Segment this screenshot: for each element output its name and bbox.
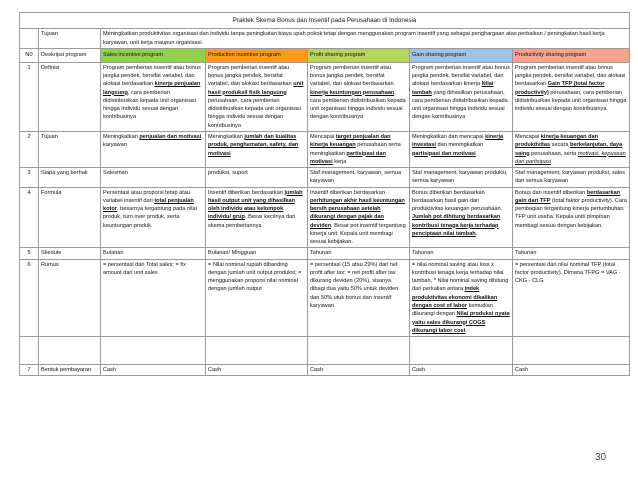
cell-sales: Program pemberian insentif atau bonus jangka pendek, bersifat variabel, dan alokasi berdasarkan kinerja penjualan langsung, cara pemberian didistribusikan kepada unit organisasi hingga individu sesuai dengan kontribusinya <box>101 62 206 131</box>
cell-productivity: Cash <box>513 365 630 376</box>
header-gain-sharing: Gain sharing program <box>410 48 513 62</box>
cell-sales: = persentasi dari Total sales; = fix amount dari unit sales <box>101 259 206 336</box>
tujuan-text: Meningkatkan produktivitas organisasi dan individu tanpa peningkatan biaya upah pokok tetap dengan menggunakan program insentif yang sebagai penghargaan atas perbaikan / peningkatan hasil kerja karyawan, unit kerja maupun organisasi. <box>101 29 630 49</box>
cell-production: Cash <box>206 365 308 376</box>
cell-production: Program pemberian insentif atau bonus jangka pendek, bersifat variabel, dan alokasi berdasarkan unit hasil produksil fisik langsung perusahaan, cara pemberian didistribusikan kepada unit organisasi hingga individu sesuai dengan kontribusinya <box>206 62 308 131</box>
header-productivity-sharing: Productivity sharing program <box>513 48 630 62</box>
empty-cell <box>20 337 39 365</box>
empty-cell <box>206 337 308 365</box>
header-desc: Deskripsi program <box>39 48 101 62</box>
table-row <box>20 62 630 131</box>
row-no: 6 <box>20 259 39 336</box>
cell-productivity: Tahunan <box>513 248 630 259</box>
cell-productivity: Bonus dan insentif diberikan berdasarkan gain dari TFP (total faktor productivity). Cara pembagian tergantung kinerja pertumbuhan TFP unit usaha. Kepala unit/ pimpinan membagi sesuai dengan kebijakan. <box>513 187 630 248</box>
empty-cell <box>410 337 513 365</box>
cell-gain: Tahunan <box>410 248 513 259</box>
tujuan-no <box>20 29 39 49</box>
table-row <box>20 168 630 188</box>
cell-sales: Meningkatkan penjualan dan motivasi karyawan <box>101 131 206 167</box>
cell-profit: Program pemberian insentif atau bonus jangka pendek, bersifat variabel, dan alokasi berdasarkan kinerja keuntungan perusahaan, cara pemberian didistribusikan kepada unit organisasi hingga individu sesuai dengan kontribusinya <box>308 62 410 131</box>
cell-profit: Insentif diberikan berdasarkan perhitungan akhir hasil keuntungan bersih perusahaan setelah dikurangi dengan pajak dan deviden. Besar pot insentif tergantung kinerja unit. Kepala unit membagi sesuai kebijakan. <box>308 187 410 248</box>
cell-profit: Cash <box>308 365 410 376</box>
table-row <box>20 131 630 167</box>
row-desc: Skedule <box>39 248 101 259</box>
page-number: 30 <box>595 452 607 463</box>
cell-sales: Cash <box>101 365 206 376</box>
cell-gain: Staf management, karyawan produksi, semua karyawan <box>410 168 513 188</box>
cell-productivity: Mencapai kinerja keuangan dan produktivitas secara berkelanjutan, daya saing perusahaan, serta motivasi, kepuasan dan partisipasi <box>513 131 630 167</box>
cell-productivity: Program pemberian insentif atau bonus jangka pendek, bersifat variabel, dan alokasi berdasarkan Gain TFP (total factor productivity) perusahaan, cara pemberian didistribusikan kepada unit organisasi hingga individu sesuai dengan kontribusinya <box>513 62 630 131</box>
cell-sales: Bulanan <box>101 248 206 259</box>
row-no: 1 <box>20 62 39 131</box>
cell-productivity: = persentasi dari nilai nominal TFP (total factor productivity). Dimana TFPG = VAG - CKG - CLG <box>513 259 630 336</box>
table-title: Praktek Skema Bonus dan Insentif pada Perusahaan di Indonesia <box>20 13 630 29</box>
table-row <box>20 248 630 259</box>
header-no: N0 <box>20 48 39 62</box>
row-no: 7 <box>20 365 39 376</box>
cell-gain: Program pemberian insentif atau bonus jangka pendek, bersifat variabel, dan alokasi berdasarkan kinerja Nilai tambah yang dihasilkan perusahaan, cara pemberian didistribusikan kepada unit organisasi hingga individu sesuai dengan kontribusinya <box>410 62 513 131</box>
table-row <box>20 259 630 336</box>
cell-gain: Bonus diberikan berdasarkan berdasarkan hasil gain dari produktivitas keuangan perusahaan. Jumlah pot dihitung berdasarkan kontribusi tenaga kerja terhadap penciptaan nilai tambah. <box>410 187 513 248</box>
table-row <box>20 187 630 248</box>
tujuan-row <box>20 29 630 49</box>
cell-production: produksi, suport <box>206 168 308 188</box>
header-row <box>20 48 630 62</box>
empty-cell <box>513 337 630 365</box>
row-no: 4 <box>20 187 39 248</box>
header-sales: Sales incentive program <box>101 48 206 62</box>
cell-gain: Meningkatkan dan mencapai kinerja investasi dan meningkatkan partisipasi dan motivasi <box>410 131 513 167</box>
row-desc: Bentuk pembayaran <box>39 365 101 376</box>
row-desc: Rumus <box>39 259 101 336</box>
table-row <box>20 365 630 376</box>
row-no: 5 <box>20 248 39 259</box>
empty-cell <box>39 337 101 365</box>
header-profit-sharing: Profit sharing program <box>308 48 410 62</box>
row-desc: Siapa yang berhak <box>39 168 101 188</box>
row-no: 2 <box>20 131 39 167</box>
cell-gain: Cash <box>410 365 513 376</box>
cell-profit: Staf management, karyawan, semua karyawan <box>308 168 410 188</box>
cell-sales: Persentasi atau proporsi tetap atau variabel insentif dari total penjualan kotor, besarnya tergantung pada nilai produk, turn over produk, serta keuntungan produk. <box>101 187 206 248</box>
cell-productivity: Staf management, karyawan produksi, sales dan semua karyawan <box>513 168 630 188</box>
cell-production: Bulanan/ Mingguan <box>206 248 308 259</box>
cell-profit: = persentasi (15 atau 29%) dari net profit after tax; = net profit after tax dikurang deviden (20%), sisanya dibagi dua yaitu 50% untuk deviden dan 50% utuk bonus dan insentif karyawan <box>308 259 410 336</box>
cell-profit: Tahunan <box>308 248 410 259</box>
row-desc: Formula <box>39 187 101 248</box>
incentive-scheme-table <box>19 12 630 376</box>
tujuan-label: Tujuan <box>39 29 101 49</box>
cell-production: Meningkatkan jumlah dan kualitas produk, penghematan, safety, dan motivasi <box>206 131 308 167</box>
row-no: 3 <box>20 168 39 188</box>
cell-production: Insentif diberikan berdasarkan jumlah hasil output unit yang dihasilkan oleh individu atau kelompok individu/ grup. Besar kecilnya dan skema pemberiannya <box>206 187 308 248</box>
row-desc: Tujuan <box>39 131 101 167</box>
row-desc: Definisi <box>39 62 101 131</box>
cell-profit: Mencapai target penjualan dan kinerja keuangan perusahaan serta meningkatkan partisipasi dan motivasi kerja <box>308 131 410 167</box>
header-production: Production incentive program <box>206 48 308 62</box>
cell-gain: = nilai nominal saving atau loss x kontribusi tenaga kerja terhadap nilai tambah, * Nilai nominal saving dihitung dari perkalian antara indek produktivitas ekonomi dikalikan dengan cost of labor kemudian dikurangi dengan Nilai produksi nyata yaitu sales dikurangi COGS dikurangi labor cost. <box>410 259 513 336</box>
empty-cell <box>308 337 410 365</box>
table-row-empty <box>20 337 630 365</box>
cell-sales: Salesman <box>101 168 206 188</box>
title-row <box>20 13 630 29</box>
empty-cell <box>101 337 206 365</box>
cell-production: = Nilai nominal rupiah dibanding dengan jumlah unit output produksi; = menggunakan proporsi nilai nominal dengan jumlah output <box>206 259 308 336</box>
